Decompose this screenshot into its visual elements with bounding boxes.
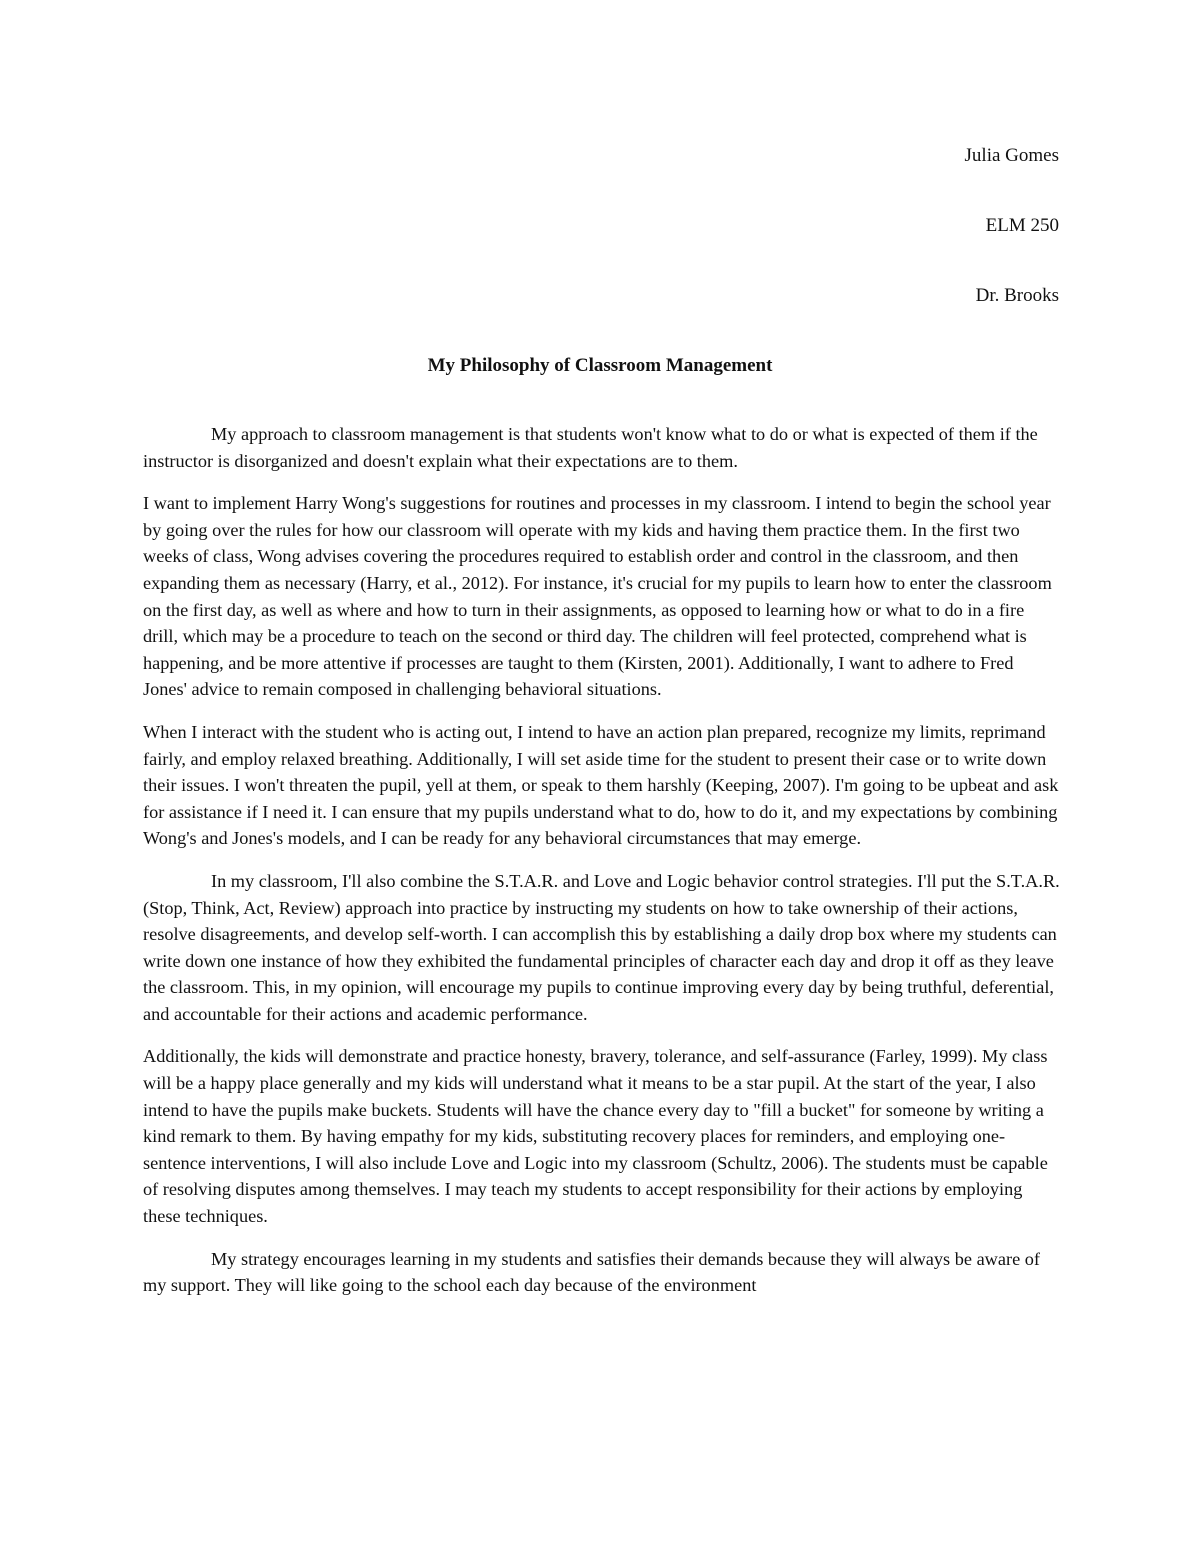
paragraph-6: My strategy encourages learning in my students and satisfies their demands because they will always be aware of my support. They will like going to the school each day because of the environment: [143, 1248, 1041, 1296]
header-block: [965, 143, 1059, 353]
paragraph-1: My approach to classroom management is that students won't know what to do or what is expected of them if the instructor is disorganized and doesn't explain what their expectations are to them.: [143, 424, 1038, 471]
instructor-name: Dr. Brooks: [975, 285, 1059, 306]
document-title: My Philosophy of Classroom Management: [427, 355, 773, 376]
author-name: Julia Gomes: [964, 145, 1059, 166]
paragraph-5: Additionally, the kids will demonstrate and practice honesty, bravery, tolerance, and self-assurance (Farley, 1999). My class will be a happy place generally and my kids will understand what it means to be a star pupil. At the start of the year, I also intend to have the pupils make buckets. Students will have the chance every day to "fill a bucket" for someone by writing a kind remark to them. By having empathy for my kids, substituting recovery places for reminders, and employing one-sentence interventions, I will also include Love and Logic into my classroom (Schultz, 2006). The students must be capable of resolving disputes among themselves. I may teach my students to accept responsibility for their actions by employing these techniques.: [143, 1046, 1048, 1227]
course-code: ELM 250: [985, 215, 1059, 236]
paragraph-3: When I interact with the student who is acting out, I intend to have an action plan prepared, recognize my limits, reprimand fairly, and employ relaxed breathing. Additionally, I will set aside time for the student to present their case or to write down their issues. I won't threaten the pupil, yell at them, or speak to them harshly (Keeping, 2007). I'm going to be upbeat and ask for assistance if I need it. I can ensure that my pupils understand what to do, how to do it, and my expectations by combining Wong's and Jones's models, and I can be ready for any behavioral circumstances that may emerge.: [143, 721, 1059, 849]
document-body: [143, 421, 1061, 1315]
paragraph-4: In my classroom, I'll also combine the S.T.A.R. and Love and Logic behavior control strategies. I'll put the S.T.A.R. (Stop, Think, Act, Review) approach into practice by instructing my students on how to take ownership of their actions, resolve disagreements, and develop self-worth. I can accomplish this by establishing a daily drop box where my students can write down one instance of how they exhibited the fundamental principles of character each day and drop it off as they leave the classroom. This, in my opinion, will encourage my pupils to continue improving every day by being truthful, deferential, and accountable for their actions and academic performance.: [143, 870, 1060, 1024]
paragraph-2: I want to implement Harry Wong's suggestions for routines and processes in my classroom. I intend to begin the school year by going over the rules for how our classroom will operate with my kids and having them practice them. In the first two weeks of class, Wong advises covering the procedures required to establish order and control in the classroom, and then expanding them as necessary (Harry, et al., 2012). For instance, it's crucial for my pupils to learn how to enter the classroom on the first day, as well as where and how to turn in their assignments, as opposed to learning how or what to do in a fire drill, which may be a procedure to teach on the second or third day. The children will feel protected, comprehend what is happening, and be more attentive if processes are taught to them (Kirsten, 2001). Additionally, I want to adhere to Fred Jones' advice to remain composed in challenging behavioral situations.: [143, 493, 1052, 700]
